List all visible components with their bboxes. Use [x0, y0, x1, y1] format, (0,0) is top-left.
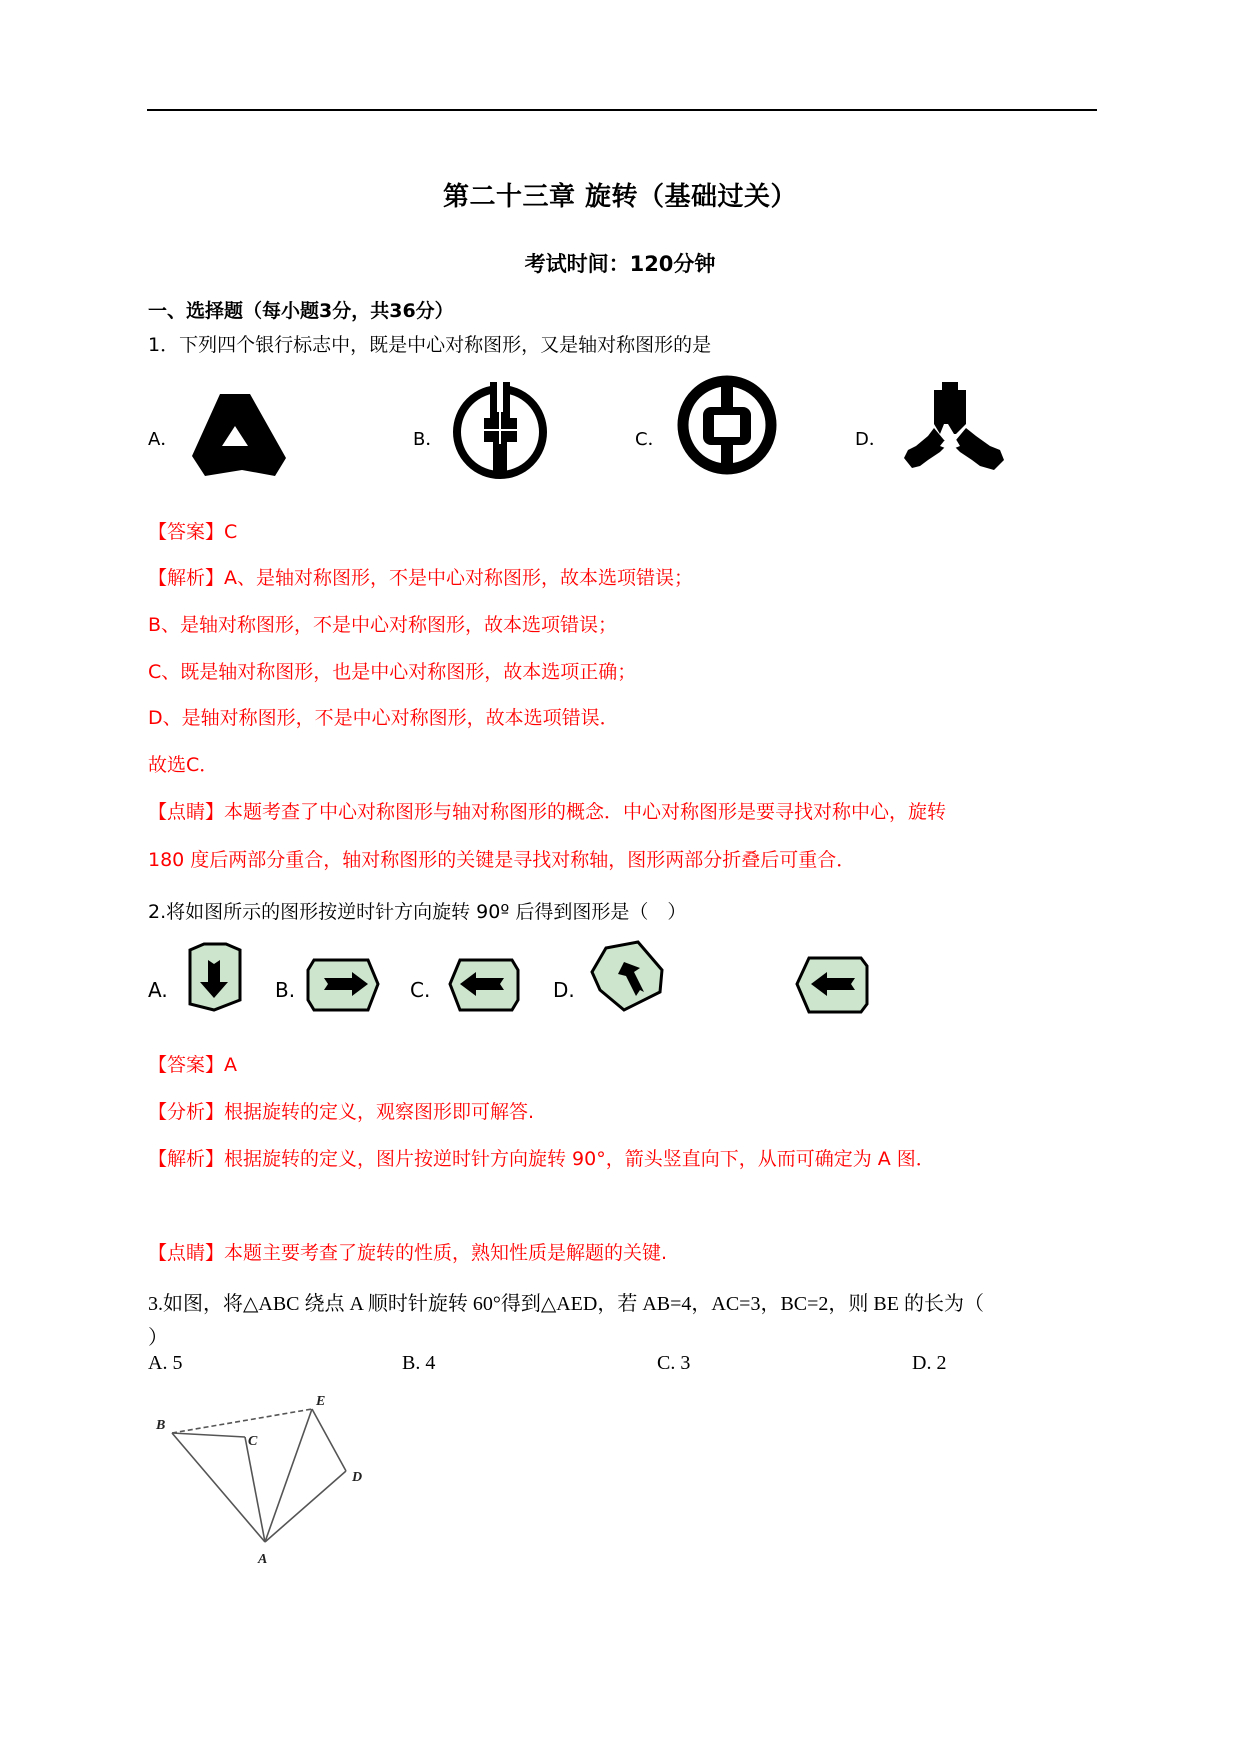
q1-analysis-a: 【解析】A、是轴对称图形，不是中心对称图形，故本选项错误； — [148, 567, 693, 589]
hexagon-arrow-right-icon — [306, 956, 386, 1014]
q1-comment-line2: 180 度后两部分重合，轴对称图形的关键是寻找对称轴，图形两部分折叠后可重合． — [148, 849, 856, 871]
q2-comment: 【点睛】本题主要考查了旋转的性质，熟知性质是解题的关键. — [148, 1242, 668, 1264]
q1-analysis-b: B、是轴对称图形，不是中心对称图形，故本选项错误； — [148, 614, 618, 636]
q3-option-b: B. 4 — [402, 1352, 436, 1374]
q3-option-a: A. 5 — [148, 1352, 183, 1374]
q2-option-a-label: A. — [148, 978, 168, 1002]
q3-option-c: C. 3 — [657, 1352, 691, 1374]
q2-option-c-label: C. — [410, 978, 431, 1002]
q3-option-d: D. 2 — [912, 1352, 947, 1374]
q3-stem-line1: 3.如图，将△ABC 绕点 A 顺时针旋转 60°得到△AED，若 AB=4，AC=3，BC=2，则 BE 的长为（ — [148, 1293, 984, 1315]
q2-option-b-label: B. — [275, 978, 296, 1002]
q1-answer: 【答案】C — [148, 521, 238, 543]
q2-analysis: 【解析】根据旋转的定义，图片按逆时针方向旋转 90°，箭头竖直向下，从而可确定为 A 图． — [148, 1148, 935, 1170]
q3-stem-line2: ） — [148, 1327, 168, 1349]
section-heading: 一、选择题（每小题3分，共36分） — [148, 300, 454, 322]
figure-label-b: B — [156, 1418, 166, 1433]
q2-answer: 【答案】A — [148, 1054, 237, 1076]
q1-option-d-label: D． — [855, 429, 887, 450]
rotation-triangle-figure — [140, 1385, 380, 1575]
q2-fenxi: 【分析】根据旋转的定义，观察图形即可解答. — [148, 1101, 535, 1123]
q1-comment-line1: 【点睛】本题考查了中心对称图形与轴对称图形的概念．中心对称图形是要寻找对称中心，旋转 — [148, 801, 947, 823]
hexagon-arrow-down-icon — [182, 942, 248, 1014]
figure-label-a: A — [258, 1552, 268, 1567]
q1-choice: 故选C． — [148, 754, 219, 776]
original-hexagon-arrow-left-icon — [793, 954, 873, 1016]
hexagon-arrow-left-icon — [442, 956, 522, 1014]
three-blade-logo-icon — [900, 380, 1010, 475]
q1-option-c-label: C． — [635, 429, 666, 450]
q1-option-b-label: B． — [413, 429, 444, 450]
figure-label-d: D — [352, 1470, 363, 1485]
header-rule — [147, 109, 1097, 111]
figure-label-e: E — [316, 1394, 326, 1409]
hexagon-arrow-up-left-icon — [588, 940, 670, 1014]
exam-time: 考试时间：120分钟 — [524, 252, 716, 276]
figure-label-c: C — [248, 1434, 258, 1449]
triangle-ring-logo-icon — [190, 388, 290, 478]
page-title: 第二十三章 旋转（基础过关） — [442, 182, 798, 212]
circle-coin-square-logo-icon — [677, 375, 777, 475]
q1-analysis-d: D、是轴对称图形，不是中心对称图形，故本选项错误． — [148, 707, 619, 729]
q2-option-d-label: D. — [553, 978, 575, 1002]
q2-stem: 2.将如图所示的图形按逆时针方向旋转 90º 后得到图形是（ ） — [148, 901, 687, 923]
q1-analysis-c: C、既是轴对称图形，也是中心对称图形，故本选项正确； — [148, 661, 637, 683]
q1-stem: 1．下列四个银行标志中，既是中心对称图形，又是轴对称图形的是 — [148, 334, 712, 356]
circle-coin-fork-logo-icon — [452, 380, 552, 480]
q1-option-a-label: A． — [148, 429, 179, 450]
